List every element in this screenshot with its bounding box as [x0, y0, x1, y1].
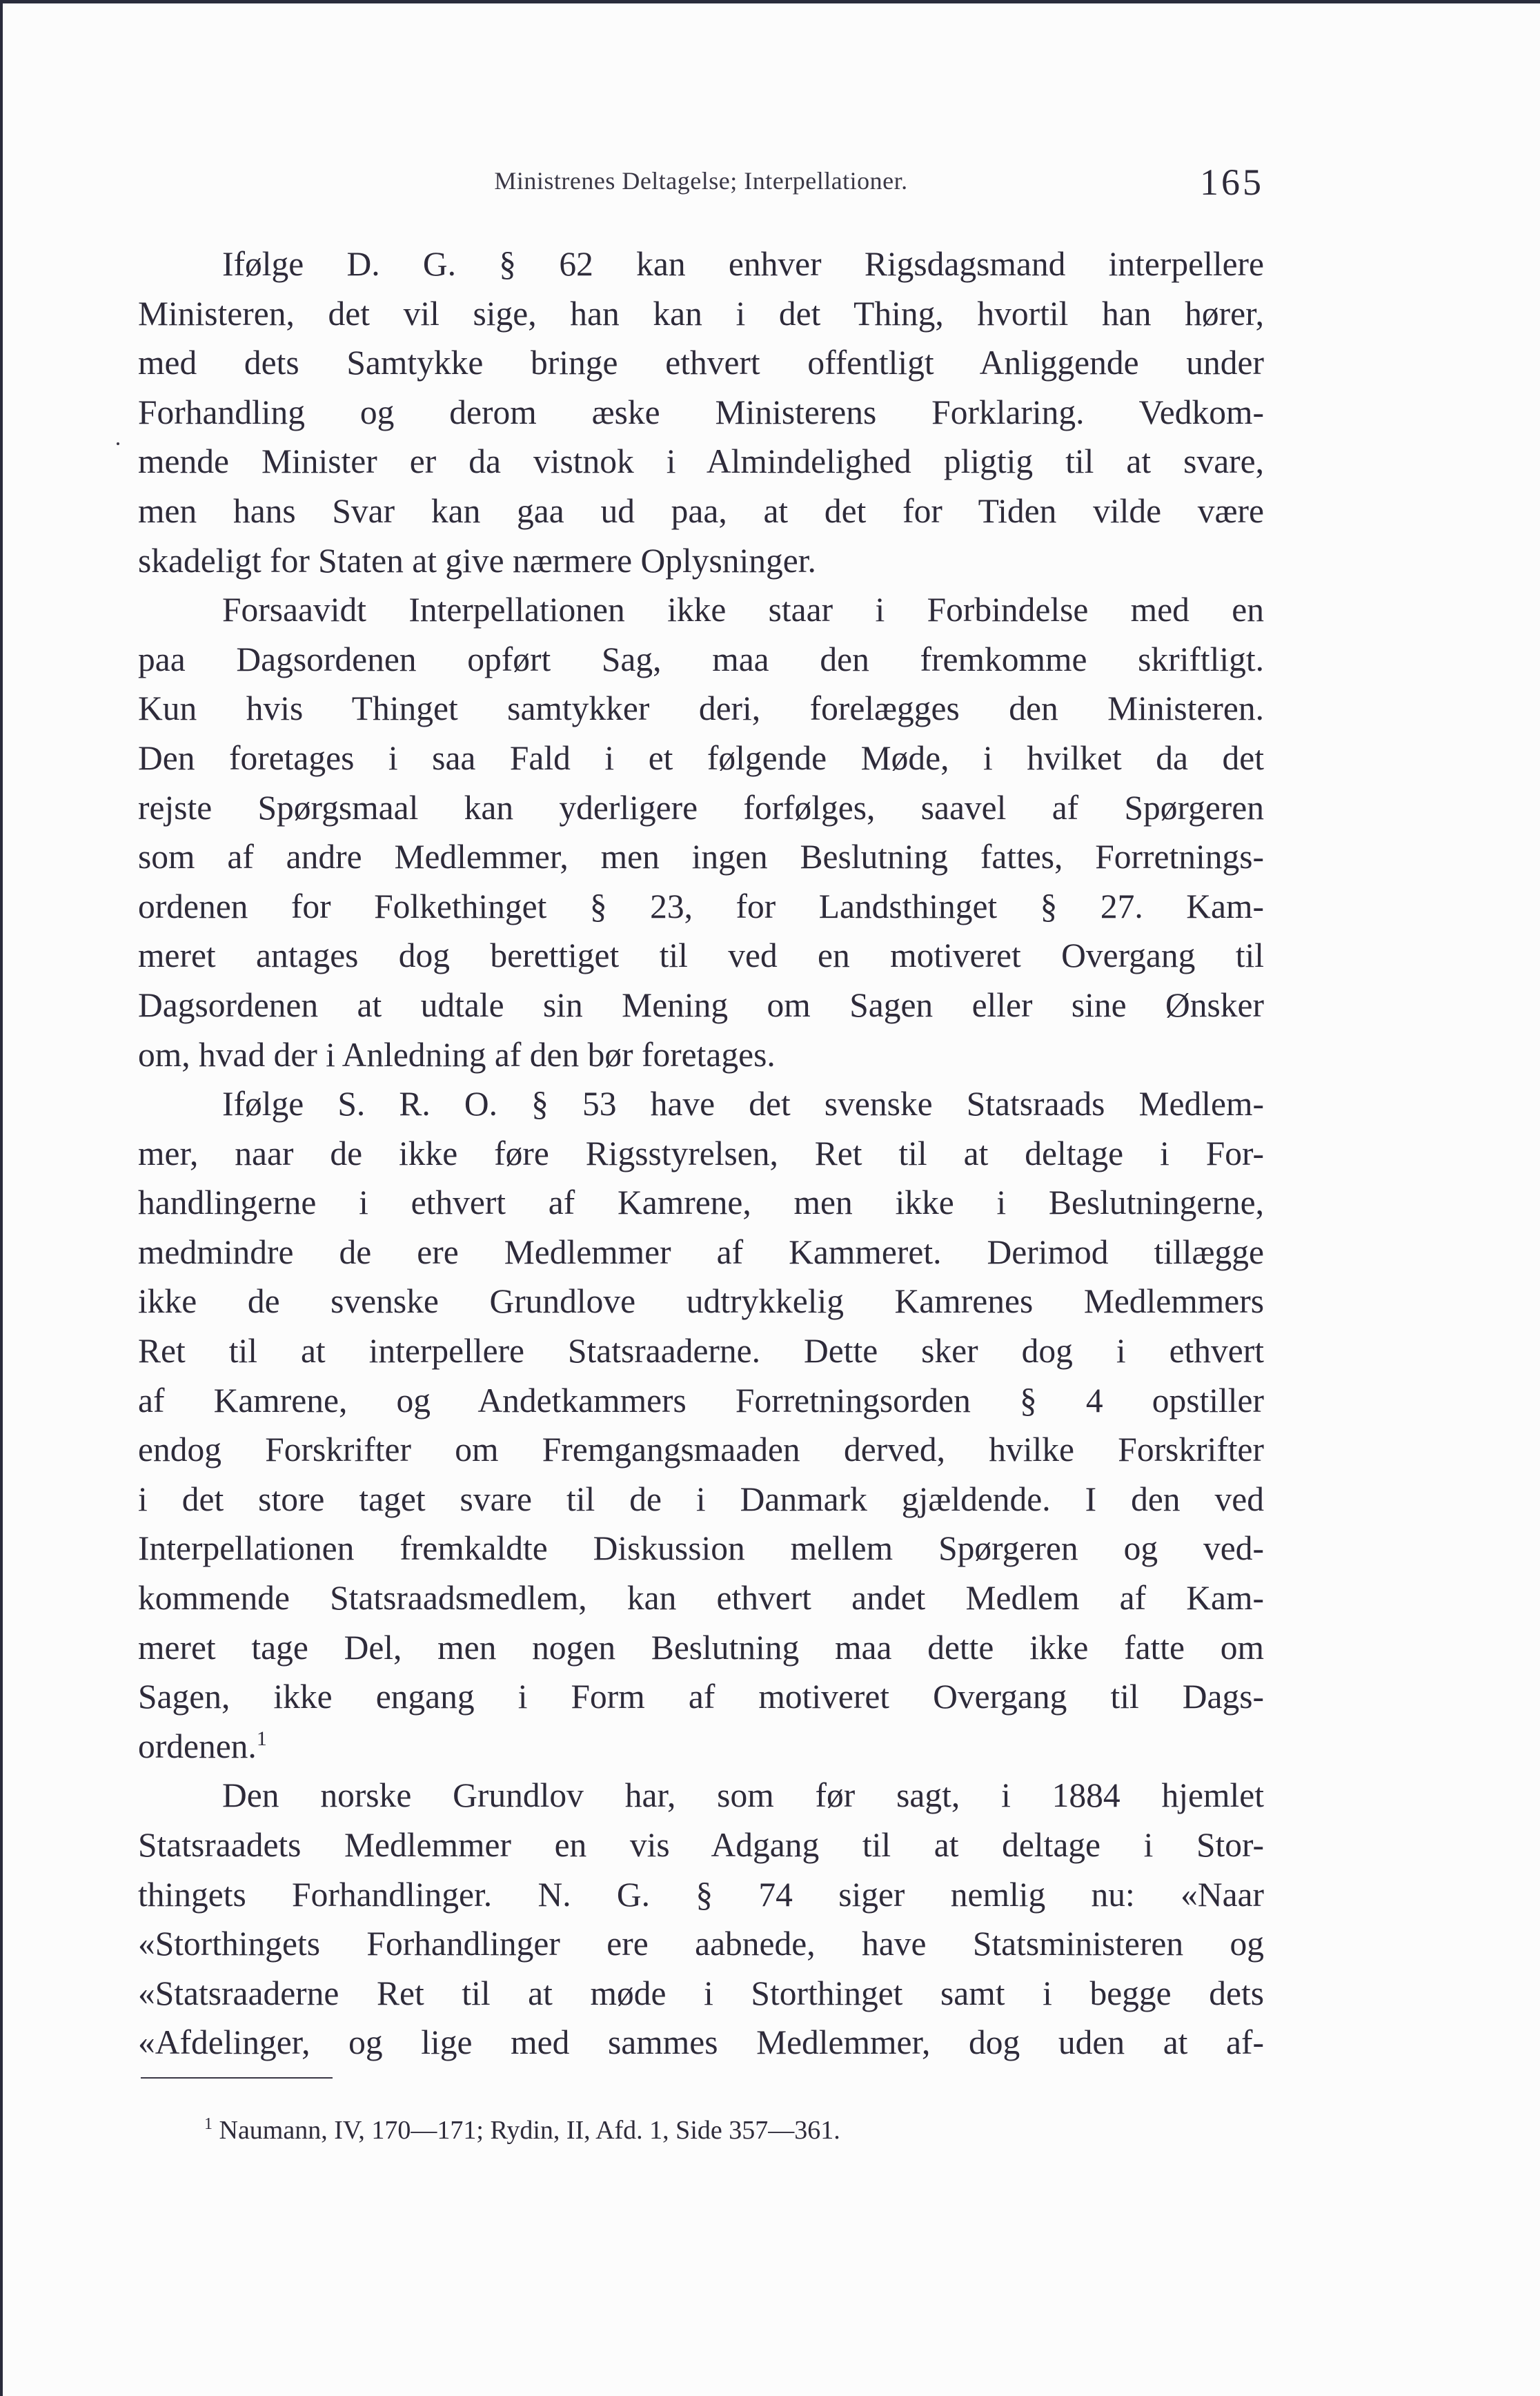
print-speck [117, 442, 119, 445]
text-line: meret antages dog berettiget til ved en motiveret Overgang til [138, 936, 1264, 975]
text-line: «Afdelinger, og lige med sammes Medlemmer, dog uden at af- [138, 2023, 1264, 2062]
text-line: Ifølge D. G. § 62 kan enhver Rigsdagsmand interpellere [222, 245, 1264, 283]
page-header [138, 161, 1264, 202]
text-line: kommende Statsraadsmedlem, kan ethvert andet Medlem af Kam- [138, 1579, 1264, 1618]
footnote-reference[interactable]: 1 [256, 1727, 267, 1750]
body-text [138, 239, 1264, 2068]
text-line: paa Dagsordenen opført Sag, maa den fremkomme skriftligt. [138, 640, 1264, 678]
text-line: med dets Samtykke bringe ethvert offentligt Anliggende under [138, 344, 1264, 382]
text-line: af Kamrene, og Andetkammers Forretningsorden § 4 opstiller [138, 1381, 1264, 1420]
text-fragment: ordenen. [138, 1727, 257, 1765]
footnote-divider [141, 2077, 333, 2079]
text-line: «Statsraaderne Ret til at møde i Storthinget samt i begge dets [138, 1974, 1264, 2012]
text-line: Kun hvis Thinget samtykker deri, forelægges den Ministeren. [138, 689, 1264, 728]
text-line: «Storthingets Forhandlinger ere aabnede, have Statsministeren og [138, 1925, 1264, 1963]
text-line: skadeligt for Staten at give nærmere Oplysninger. [138, 541, 816, 580]
text-line: ordenen for Folkethinget § 23, for Landsthinget § 27. Kam- [138, 887, 1264, 925]
text-line: medmindre de ere Medlemmer af Kammeret. Derimod tillægge [138, 1233, 1264, 1271]
text-line: Sagen, ikke engang i Form af motiveret Overgang til Dags- [138, 1678, 1264, 1716]
text-line: Ifølge S. R. O. § 53 have det svenske Statsraads Medlem- [222, 1085, 1264, 1123]
text-line: i det store taget svare til de i Danmark gjældende. I den ved [138, 1480, 1264, 1518]
footnote-marker: 1 [204, 2115, 213, 2133]
text-line: rejste Spørgsmaal kan yderligere forfølges, saavel af Spørgeren [138, 788, 1264, 827]
text-line: som af andre Medlemmer, men ingen Beslutning fattes, Forretnings- [138, 838, 1264, 876]
footnote-text: Naumann, IV, 170—171; Rydin, II, Afd. 1, Side 357—361. [219, 2116, 840, 2145]
text-line: mer, naar de ikke føre Rigsstyrelsen, Ret til at deltage i For- [138, 1134, 1264, 1172]
text-line: Dagsordenen at udtale sin Mening om Sagen eller sine Ønsker [138, 985, 1264, 1024]
text-line: ikke de svenske Grundlove udtrykkelig Kamrenes Medlemmers [138, 1282, 1264, 1321]
text-line: Den foretages i saa Fald i et følgende Møde, i hvilket da det [138, 738, 1264, 777]
text-line: Forhandling og derom æske Ministerens Forklaring. Vedkom- [138, 393, 1264, 431]
text-line: endog Forskrifter om Fremgangsmaaden derved, hvilke Forskrifter [138, 1431, 1264, 1469]
text-line-with-footnote-ref [138, 1722, 1264, 1771]
running-title: Ministrenes Deltagelse; Interpellationer. [494, 167, 908, 195]
text-line: Statsraadets Medlemmer en vis Adgang til at deltage i Stor- [138, 1826, 1264, 1864]
text-line: mende Minister er da vistnok i Almindelighed pligtig til at svare, [138, 442, 1264, 481]
footnote [204, 2110, 840, 2151]
text-line: om, hvad der i Anledning af den bør foretages. [138, 1035, 776, 1074]
text-line: Ministeren, det vil sige, han kan i det Thing, hvortil han hører, [138, 294, 1264, 333]
text-line: Interpellationen fremkaldte Diskussion mellem Spørgeren og ved- [138, 1529, 1264, 1568]
text-line: men hans Svar kan gaa ud paa, at det for Tiden vilde være [138, 491, 1264, 530]
text-line: Forsaavidt Interpellationen ikke staar i Forbindelse med en [222, 591, 1264, 629]
text-line: thingets Forhandlinger. N. G. § 74 siger nemlig nu: «Naar [138, 1875, 1264, 1914]
text-line: Den norske Grundlov har, som før sagt, i 1884 hjemlet [222, 1776, 1264, 1815]
text-line: handlingerne i ethvert af Kamrene, men ikke i Beslutningerne, [138, 1184, 1264, 1222]
text-line: Ret til at interpellere Statsraaderne. Dette sker dog i ethvert [138, 1332, 1264, 1371]
page-number: 165 [1200, 161, 1264, 203]
text-line: meret tage Del, men nogen Beslutning maa dette ikke fatte om [138, 1628, 1264, 1667]
